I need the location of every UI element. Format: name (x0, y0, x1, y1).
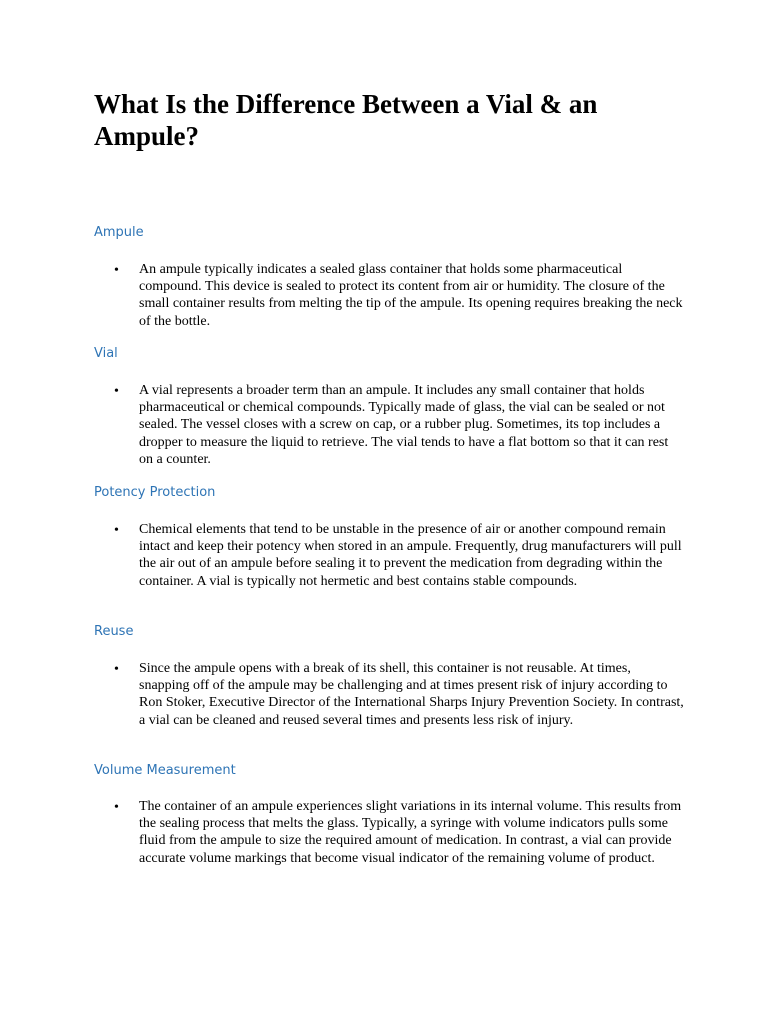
bullet-marker: • (114, 523, 119, 538)
section-heading-ampule: Ampule (94, 225, 144, 240)
section-text-volume-measurement: The container of an ampule experiences slight variations in its internal volume. This results from the sealing process that melts the glass. Typically, a syringe with volume indicators pulls some fluid from the ampule to size the required amount of medication. In contrast, a vial can provide accurate volume markings that become visual indicator of the remaining volume of product. (139, 799, 682, 866)
page-title: What Is the Difference Between a Vial & an Ampule? (94, 89, 598, 151)
section-heading-potency-protection: Potency Protection (94, 485, 216, 500)
section-heading-volume-measurement: Volume Measurement (94, 763, 236, 778)
bullet-marker: • (114, 263, 119, 278)
bullet-marker: • (114, 384, 119, 399)
section-text-reuse: Since the ampule opens with a break of its shell, this container is not reusable. At times, snapping off of the ampule may be challenging and at times present risk of injury according to Ron Stoker, Executive Director of the International Sharps Injury Prevention Society. In contrast, a vial can be cleaned and reused several times and presents less risk of injury. (139, 661, 684, 728)
section-heading-reuse: Reuse (94, 624, 134, 639)
section-heading-vial: Vial (94, 346, 118, 361)
section-text-vial: A vial represents a broader term than an ampule. It includes any small container that holds pharmaceutical or chemical compounds. Typically made of glass, the vial can be sealed or not sealed. The vessel closes with a screw on cap, or a rubber plug. Sometimes, its top includes a dropper to measure the liquid to retrieve. The vial tends to have a flat bottom so that it can rest on a counter. (139, 383, 669, 467)
section-text-potency-protection: Chemical elements that tend to be unstable in the presence of air or another compound remain intact and keep their potency when stored in an ampule. Frequently, drug manufacturers will pull the air out of an ampule before sealing it to prevent the medication from degrading within the container. A vial is typically not hermetic and best contains stable compounds. (139, 522, 682, 589)
bullet-marker: • (114, 662, 119, 677)
section-text-ampule: An ampule typically indicates a sealed glass container that holds some pharmaceutical compound. This device is sealed to protect its content from air or humidity. The closure of the small container results from melting the tip of the ampule. Its opening requires breaking the neck of the bottle. (139, 262, 683, 329)
bullet-marker: • (114, 800, 119, 815)
